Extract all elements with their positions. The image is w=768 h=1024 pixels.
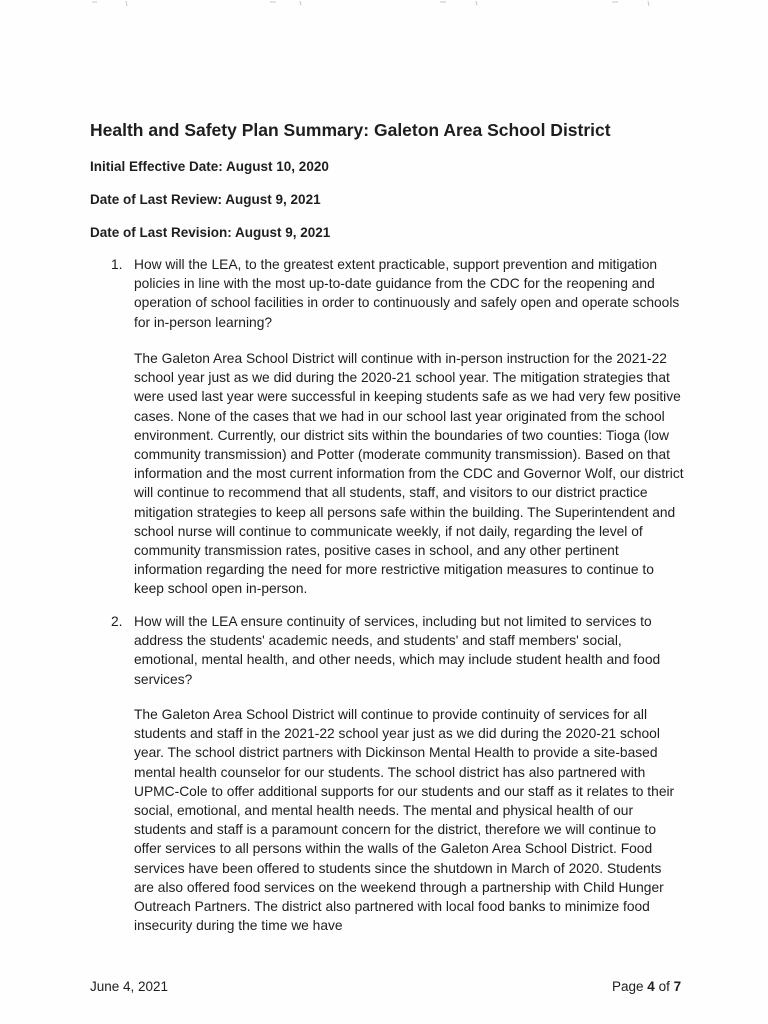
initial-effective-date xyxy=(90,159,329,174)
last-review-date xyxy=(90,192,321,207)
date-value: August 9, 2021 xyxy=(235,225,331,240)
last-revision-date xyxy=(90,225,330,240)
document-title: Health and Safety Plan Summary: Galeton Area School District xyxy=(90,120,611,140)
page-total: 7 xyxy=(673,979,682,994)
date-label: Date of Last Revision: xyxy=(90,225,232,240)
page-prefix: Page xyxy=(612,979,644,994)
question-2-number: 2. xyxy=(111,614,123,629)
question-1-text: How will the LEA, to the greatest extent practicable, support prevention and mitigation policies in line with the most up-to-date guidance from the CDC for the reopening and operation of school facilities in order to continuously and safely open and operate schools for in-person learning? xyxy=(134,257,680,330)
scan-edge-marks xyxy=(0,0,768,12)
question-2-text: How will the LEA ensure continuity of services, including but not limited to services to address the students' academic needs, and students' and staff members' social, emotional, mental health, and other needs, which may include student health and food services? xyxy=(134,614,661,687)
page-current: 4 xyxy=(647,979,655,994)
date-value: August 9, 2021 xyxy=(225,192,321,207)
footer-date: June 4, 2021 xyxy=(90,979,169,994)
page-number xyxy=(612,979,681,994)
date-value: August 10, 2020 xyxy=(226,159,329,174)
answer-1-text: The Galeton Area School District will continue with in-person instruction for the 2021-22 school year just as we did during the 2020-21 school year. The mitigation strategies that were used last year were successful in keeping students safe as we had very few positive cases. None of the cases that we had in our school last year originated from the school environment. Currently, our district sits within the boundaries of two counties: Tioga (low community transmission) and Potter (moderate community transmission). Based on that information and the most current information from the CDC and Governor Wolf, our district will continue to recommend that all students, staff, and visitors to our district practice mitigation strategies to keep all persons safe within the building. The Superintendent and school nurse will continue to communicate weekly, if not daily, regarding the level of community transmission rates, positive cases in school, and any other pertinent information regarding the need for more restrictive mitigation measures to continue to keep school open in-person. xyxy=(134,351,684,597)
date-label: Initial Effective Date: xyxy=(90,159,223,174)
question-1-number: 1. xyxy=(111,257,123,272)
page-of: of xyxy=(658,979,670,994)
answer-2-text: The Galeton Area School District will continue to provide continuity of services for all students and staff in the 2021-22 school year just as we did during the 2020-21 school year. The school district partners with Dickinson Mental Health to provide a site-based mental health counselor for our students. The school district has also partnered with UPMC-Cole to offer additional supports for our students and our staff as it relates to their social, emotional, and mental health needs. The mental and physical health of our students and staff is a paramount concern for the district, therefore we will continue to offer services to all persons within the walls of the Galeton Area School District. Food services have been offered to students since the shutdown in March of 2020. Students are also offered food services on the weekend through a partnership with Child Hunger Outreach Partners. The district also partnered with local food banks to minimize food insecurity during the time we have xyxy=(134,707,675,934)
date-label: Date of Last Review: xyxy=(90,192,223,207)
